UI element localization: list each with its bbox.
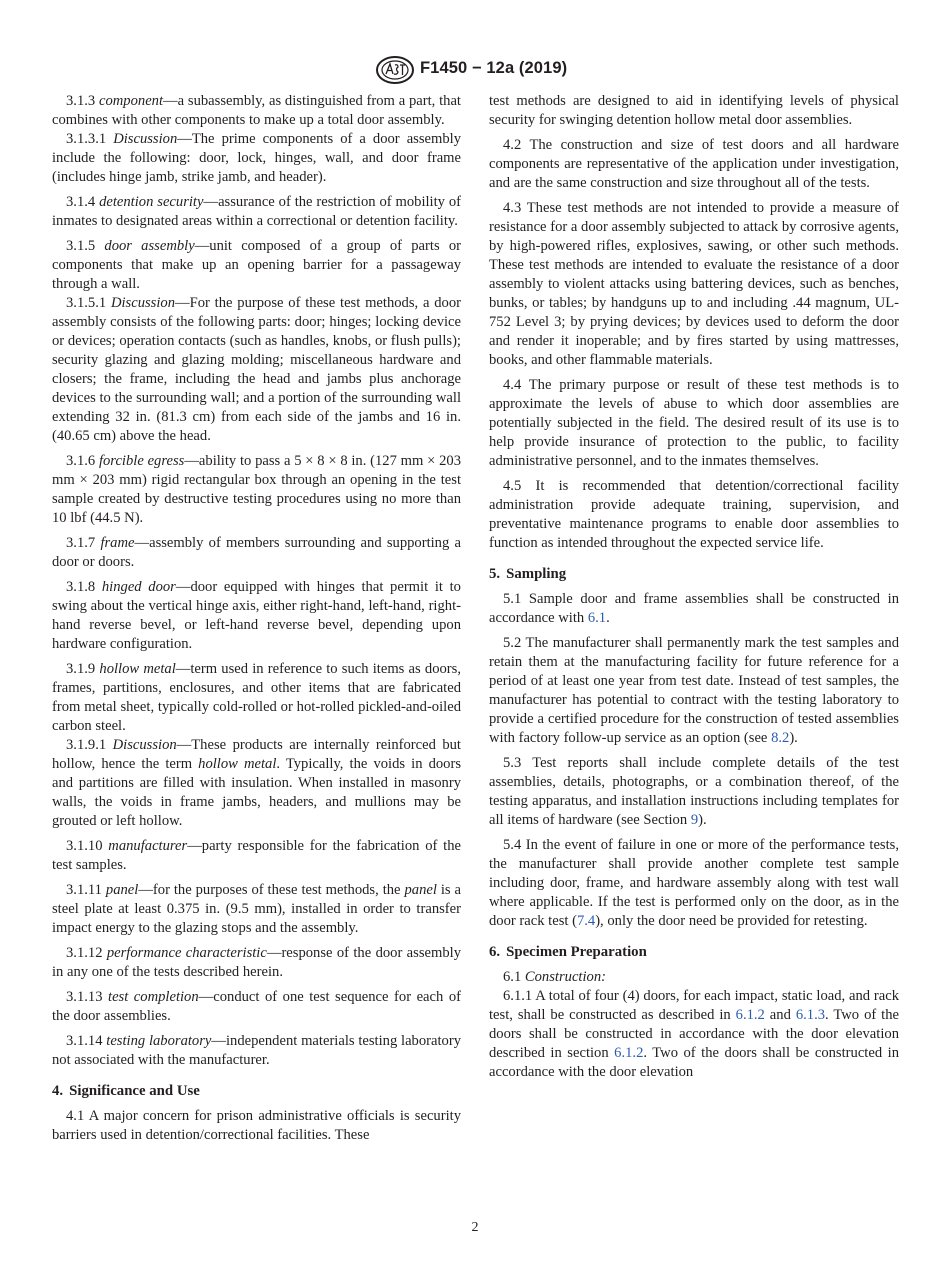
paragraph: 3.1.5.1 Discussion—For the purpose of these test methods, a door assembly consists of the following parts: door; hinges; locking device or devices; operation contacts (such as handles, knobs, or flush pulls); security glazing and glazing molding; miscellaneous hardware and closers; the frame, including the head and jambs plus anchorage devices to the surrounding wall; and a portion of the surrounding wall extending 32 in. (81.3 cm) from each side of the jambs and 16 in. (40.65 cm) above the head. xyxy=(52,295,461,444)
section-heading: 5. Sampling xyxy=(489,566,567,582)
paragraph: 3.1.11 panel—for the purposes of these test methods, the panel is a steel plate at least 0.375 in. (9.5 mm), installed in order to transfer impact energy to the glazing stops and the assembly. xyxy=(52,882,461,936)
paragraph: 3.1.10 manufacturer—party responsible for the fabrication of the test samples. xyxy=(52,838,461,873)
paragraph: 3.1.5 door assembly—unit composed of a group of parts or components that make up an opening barrier for a passageway through a wall. xyxy=(52,238,461,292)
paragraph: 3.1.9.1 Discussion—These products are internally reinforced but hollow, hence the term hollow metal. Typically, the voids in doors and partitions are filled with insulation. When installed in masonry walls, the voids in frame jambs, headers, and mullions may be grouted or left hollow. xyxy=(52,737,461,829)
paragraph: 5.4 In the event of failure in one or more of the performance tests, the manufacturer shall provide another complete test sample including door, frame, and hardware assembly along with test wall where applicable. If the test is performed only on the door, as in the door rack test (7.4), only the door need be provided for retesting. xyxy=(489,837,899,929)
cross-reference-link[interactable]: 9 xyxy=(690,812,699,828)
paragraph: 5.2 The manufacturer shall permanently mark the test samples and retain them at the manufacturing facility for future reference for a period of at least one year from test date. Instead of test samples, the manufacturer has potential to contract with the testing laboratory to provide a certified procedure for the construction of tested assemblies with factory follow-up service as an option (see 8.2). xyxy=(489,635,899,746)
cross-reference-link[interactable]: 8.2 xyxy=(771,730,790,746)
paragraph: 3.1.3.1 Discussion—The prime components of a door assembly include the following: door, lock, hinges, wall, and door frame (includes hinge jamb, strike jamb, and header). xyxy=(52,131,462,185)
paragraph: 3.1.7 frame—assembly of members surrounding and supporting a door or doors. xyxy=(52,535,461,570)
paragraph: 4.5 It is recommended that detention/correctional facility administration provide adequate training, supervision, and preventative maintenance programs to enable door assemblies to function as intended throughout the expected service life. xyxy=(489,478,899,551)
cross-reference-link[interactable]: 7.4 xyxy=(576,913,596,929)
paragraph: 6.1.1 A total of four (4) doors, for each impact, static load, and rack test, shall be constructed as described in 6.1.2 and 6.1.3. Two of the doors shall be constructed in accordance with the door elevation described in section 6.1.2. Two of the doors shall be constructed in accordance with the door elevation xyxy=(489,988,900,1080)
paragraph: 5.3 Test reports shall include complete details of the test assemblies, details, photographs, or a combination thereof, of the testing apparatus, and installation instructions including templates for all items of hardware (see Section 9). xyxy=(489,755,899,828)
page-header xyxy=(0,56,950,86)
section-heading: 4. Significance and Use xyxy=(52,1083,200,1099)
paragraph: 4.2 The construction and size of test doors and all hardware components are representative of the application under investigation, and are the same construction and size throughout all of the tests. xyxy=(489,137,899,191)
paragraph: 3.1.6 forcible egress—ability to pass a 5 × 8 × 8 in. (127 mm × 203 mm × 203 mm) rigid rectangular box through an opening in the test sample created by destructive testing procedures using no more than 10 lbf (44.5 N). xyxy=(52,453,462,526)
paragraph: 3.1.13 test completion—conduct of one test sequence for each of the door assemblies. xyxy=(52,989,461,1024)
cross-reference-link[interactable]: 6.1 xyxy=(587,610,607,626)
paragraph: 3.1.3 component—a subassembly, as distinguished from a part, that combines with other components to make up a total door assembly. xyxy=(52,93,461,128)
paragraph: test methods are designed to aid in identifying levels of physical security for swinging detention hollow metal door assemblies. xyxy=(489,93,899,128)
paragraph: 3.1.9 hollow metal—term used in reference to such items as doors, frames, partitions, enclosures, and other items that are fabricated from metal sheet, typically cold-rolled or hot-rolled pickled-and-oiled carbon steel. xyxy=(52,661,461,734)
astm-logo-icon xyxy=(375,56,415,84)
cross-reference-link[interactable]: 6.1.2 xyxy=(735,1007,765,1023)
paragraph: 5.1 Sample door and frame assemblies shall be constructed in accordance with 6.1. xyxy=(489,591,899,626)
paragraph: 4.3 These test methods are not intended to provide a measure of resistance for a door assembly subjected to attack by corrosive agents, by high-powered rifles, explosives, sawing, or other such methods. These test methods are intended to evaluate the resistance of a door assembly to violent attacks using battering devices, such as benches, bunks, or tables; by handguns up to and including .44 magnum, UL-752 Level 3; by prying devices; by devices used to deform the door and render it inoperable; and by fires started by using mattresses, books, and other flammable materials. xyxy=(489,200,899,368)
right-column xyxy=(489,92,899,1088)
left-column xyxy=(52,92,461,1151)
paragraph: 4.1 A major concern for prison administrative officials is security barriers used in detention/correctional facilities. These xyxy=(52,1108,461,1143)
cross-reference-link[interactable]: 6.1.2 xyxy=(614,1045,644,1061)
paragraph: 3.1.14 testing laboratory—independent materials testing laboratory not associated with the manufacturer. xyxy=(52,1033,461,1068)
paragraph: 4.4 The primary purpose or result of these test methods is to approximate the levels of abuse to which door assemblies are potentially subjected in the field. The desired result of its use is to help provide insurance of protection to the public, to facility administrative personnel, and to the inmates themselves. xyxy=(489,377,899,469)
document-designation: F1450 − 12a (2019) xyxy=(420,59,568,77)
page-number: 2 xyxy=(471,1220,479,1235)
cross-reference-link[interactable]: 6.1.3 xyxy=(795,1007,826,1023)
paragraph: 3.1.4 detention security—assurance of the restriction of mobility of inmates to designated areas within a correctional or detention facility. xyxy=(52,194,461,229)
paragraph: 3.1.8 hinged door—door equipped with hinges that permit it to swing about the vertical hinge axis, either right-hand, left-hand, right-hand reverse bevel, or left-hand reverse bevel, depending upon hardware configuration. xyxy=(52,579,461,652)
section-heading: 6. Specimen Preparation xyxy=(489,944,647,960)
paragraph: 6.1 Construction: xyxy=(503,969,606,985)
paragraph: 3.1.12 performance characteristic—response of the door assembly in any one of the tests described herein. xyxy=(52,945,461,980)
